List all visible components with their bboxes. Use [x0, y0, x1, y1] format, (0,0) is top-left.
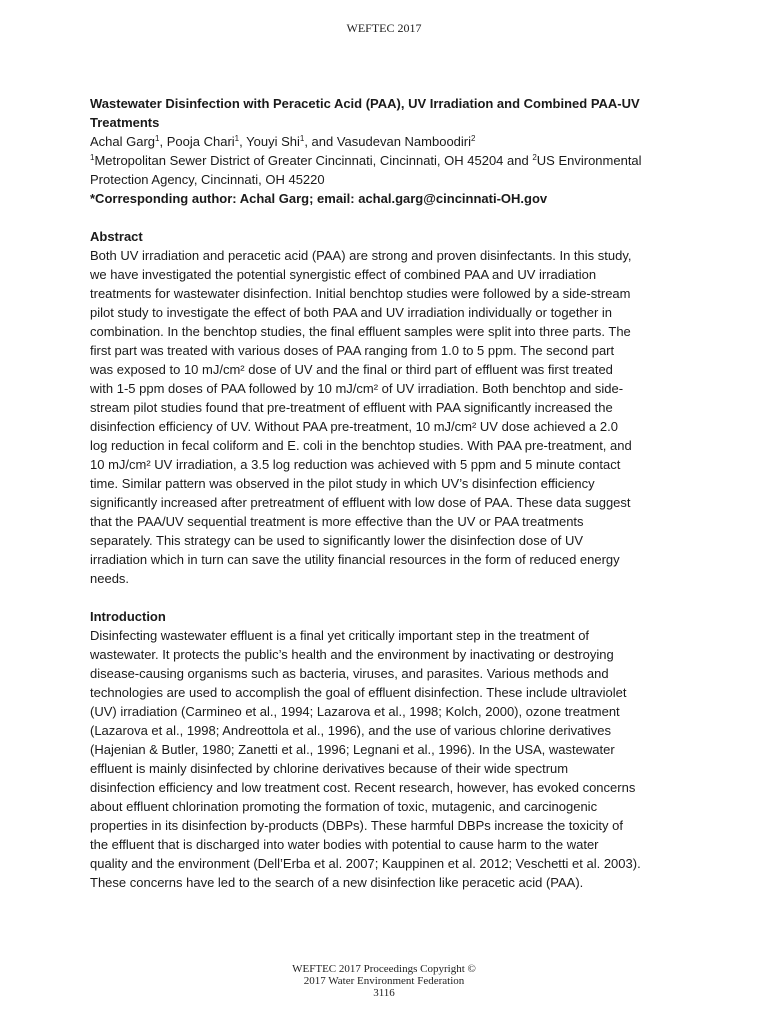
author-affiliation-mark: 1	[155, 134, 160, 143]
introduction-line: technologies are used to accomplish the goal of effluent disinfection. These include ultraviolet	[90, 685, 627, 700]
abstract-line: 10 mJ/cm² UV irradiation, a 3.5 log reduction was achieved with 5 ppm and 5 minute contact	[90, 457, 621, 472]
introduction-heading: Introduction	[90, 609, 166, 624]
abstract-line: disinfection efficiency of UV. Without PAA pre-treatment, 10 mJ/cm² UV dose achieved a 2.0	[90, 419, 618, 434]
abstract-line: was exposed to 10 mJ/cm² dose of UV and the final or third part of effluent was first treated	[90, 362, 613, 377]
abstract-line: Both UV irradiation and peracetic acid (PAA) are strong and proven disinfectants. In this study,	[90, 248, 632, 263]
page-footer	[0, 963, 768, 999]
author-affiliation-mark: 1	[299, 134, 305, 143]
abstract-line: log reduction in fecal coliform and E. coli in the benchtop studies. With PAA pre-treatment, and	[90, 438, 632, 453]
abstract-line: needs.	[90, 571, 130, 586]
introduction-line: These concerns have led to the search of a new disinfection like peracetic acid (PAA).	[90, 875, 584, 890]
abstract-line: first part was treated with various doses of PAA ranging from 1.0 to 5 ppm. The second part	[90, 343, 615, 358]
introduction-line: quality and the environment (Dell’Erba et al. 2007; Kauppinen et al. 2012; Veschetti et al. 2003).	[90, 856, 641, 871]
introduction-line: (UV) irradiation (Carmineo et al., 1994; Lazarova et al., 1998; Kolch, 2000), ozone treatment	[90, 704, 620, 719]
author-name: Vasudevan Namboodiri	[336, 134, 472, 149]
affiliation-text: US Environmental	[536, 153, 642, 168]
introduction-line: effluent is mainly disinfected by chlorine derivatives because of their wide spectrum	[90, 761, 569, 776]
abstract-line: combination. In the benchtop studies, the final effluent samples were split into three parts. The	[90, 324, 631, 339]
affiliation-text: Metropolitan Sewer District of Greater Cincinnati, Cincinnati, OH 45204 and	[94, 153, 533, 168]
introduction-line: about effluent chlorination promoting the formation of toxic, mutagenic, and carcinogenic	[90, 799, 598, 814]
introduction-line: the effluent that is discharged into water bodies with potential to cause harm to the water	[90, 837, 599, 852]
paper-body	[90, 94, 690, 892]
abstract-line: that the PAA/UV sequential treatment is more effective than the UV or PAA treatments	[90, 514, 584, 529]
abstract-line: with 1-5 ppm doses of PAA followed by 10 mJ/cm² of UV irradiation. Both benchtop and side-	[90, 381, 624, 396]
affiliation-line-1	[90, 151, 690, 170]
introduction-line: (Lazarova et al., 1998; Andreottola et al., 1996), and the use of various chlorine derivatives	[90, 723, 612, 738]
abstract-heading: Abstract	[90, 229, 143, 244]
abstract-line: pilot study to investigate the effect of both PAA and UV irradiation individually or together in	[90, 305, 612, 320]
abstract-line: treatments for wastewater disinfection. Initial benchtop studies were followed by a side-stream	[90, 286, 631, 301]
affiliation-mark: 1	[90, 153, 95, 162]
author-name: Youyi Shi	[246, 134, 300, 149]
page-number: 3116	[373, 987, 395, 999]
introduction-line: disease-causing organisms such as bacteria, viruses, and parasites. Various methods and	[90, 666, 609, 681]
abstract-line: stream pilot studies found that pre-treatment of effluent with PAA significantly increased the	[90, 400, 613, 415]
affiliation-line-2: Protection Agency, Cincinnati, OH 45220	[90, 172, 325, 187]
author-name: Achal Garg	[90, 134, 156, 149]
author-list	[90, 132, 690, 151]
author-separator: ,	[239, 134, 247, 149]
affiliation-mark: 2	[532, 153, 537, 162]
introduction-paragraph	[90, 626, 690, 892]
introduction-line: disinfection efficiency and low treatment cost. Recent research, however, has evoked concerns	[90, 780, 636, 795]
introduction-line: Disinfecting wastewater effluent is a final yet critically important step in the treatment of	[90, 628, 590, 643]
author-affiliation-mark: 2	[471, 134, 476, 143]
author-separator: , and	[304, 134, 337, 149]
running-header: WEFTEC 2017	[346, 21, 422, 35]
copyright-line-2: 2017 Water Environment Federation	[303, 975, 465, 987]
abstract-paragraph	[90, 246, 690, 588]
abstract-line: significantly increased after pretreatment of effluent with low dose of PAA. These data suggest	[90, 495, 631, 510]
author-affiliation-mark: 1	[234, 134, 240, 143]
abstract-line: we have investigated the potential synergistic effect of combined PAA and UV irradiation	[90, 267, 597, 282]
introduction-line: wastewater. It protects the public’s health and the environment by inactivating or destroying	[90, 647, 614, 662]
introduction-line: (Hajenian & Butler, 1980; Zanetti et al., 1996; Legnani et al., 1996). In the USA, wastewater	[90, 742, 615, 757]
introduction-line: properties in its disinfection by-products (DBPs). These harmful DBPs increase the toxicity of	[90, 818, 623, 833]
section-spacer	[90, 588, 690, 607]
abstract-line: time. Similar pattern was observed in the pilot study in which UV’s disinfection efficiency	[90, 476, 595, 491]
abstract-line: irradiation which in turn can save the utility financial resources in the form of reduced energy	[90, 552, 620, 567]
author-name: Pooja Chari	[166, 134, 235, 149]
paper-title-line-1: Wastewater Disinfection with Peracetic Acid (PAA), UV Irradiation and Combined PAA-UV	[90, 96, 640, 111]
author-separator: ,	[159, 134, 167, 149]
abstract-line: separately. This strategy can be used to significantly lower the disinfection dose of UV	[90, 533, 584, 548]
copyright-line-1: WEFTEC 2017 Proceedings Copyright ©	[292, 963, 476, 975]
section-spacer	[90, 208, 690, 227]
paper-title-line-2: Treatments	[90, 115, 160, 130]
corresponding-author: *Corresponding author: Achal Garg; email: achal.garg@cincinnati-OH.gov	[90, 191, 548, 206]
